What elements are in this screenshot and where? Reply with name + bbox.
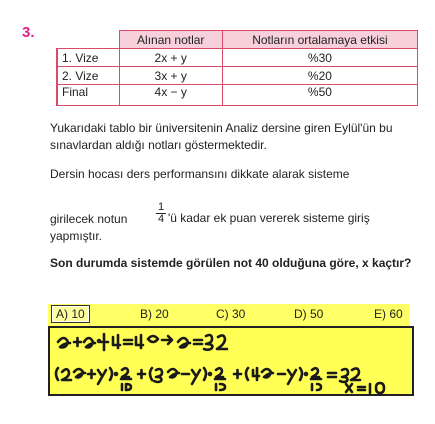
choice-d[interactable]: D) 50 xyxy=(294,307,324,321)
bonus-text-end: 'ü kadar ek puan vererek sisteme giriş xyxy=(168,211,370,225)
handwritten-solution xyxy=(48,326,414,396)
table-row xyxy=(57,85,418,106)
fraction xyxy=(156,202,166,225)
table-row xyxy=(57,49,418,67)
table-cell: %30 xyxy=(222,49,417,67)
choice-b[interactable]: B) 20 xyxy=(140,307,169,321)
fraction-numerator: 1 xyxy=(157,201,165,213)
handwritten-solution-drawing xyxy=(50,328,412,394)
paragraph-intro: Yukarıdaki tablo bir üniversitenin Analiz dersine giren Eylül'ün bu sınavlardan aldığı notları göstermektedir. xyxy=(50,121,393,152)
table-cell: Final xyxy=(57,85,119,106)
fraction-denominator: 4 xyxy=(157,213,165,225)
table-header-cell xyxy=(57,31,119,49)
choice-a[interactable]: A) 10 xyxy=(52,306,89,322)
table-row xyxy=(57,67,418,85)
answer-choices xyxy=(48,304,410,326)
table-cell: 2. Vize xyxy=(57,67,119,85)
table-cell: %20 xyxy=(222,67,417,85)
choice-e[interactable]: E) 60 xyxy=(374,307,403,321)
question-number: 3. xyxy=(22,24,35,41)
table-header-cell: Notların ortalamaya etkisi xyxy=(222,31,417,49)
table-header-row xyxy=(57,31,418,49)
choice-c[interactable]: C) 30 xyxy=(216,307,246,321)
table-cell: 3x + y xyxy=(119,67,222,85)
table-cell: 4x − y xyxy=(119,85,222,106)
table-cell: 1. Vize xyxy=(57,49,119,67)
paragraph-context: Dersin hocası ders performansını dikkate alarak sisteme xyxy=(50,167,350,181)
table-cell: %50 xyxy=(222,85,417,106)
question-prompt: Son durumda sistemde görülen not 40 olduğuna göre, x kaçtır? xyxy=(50,256,412,270)
paragraph-bonus-start xyxy=(50,211,155,228)
grades-table xyxy=(56,30,418,106)
table-cell: 2x + y xyxy=(119,49,222,67)
bonus-text-start: girilecek notun xyxy=(50,212,128,226)
paragraph-bonus-line2: yapmıştır. xyxy=(50,229,103,243)
table-header-cell: Alınan notlar xyxy=(119,31,222,49)
